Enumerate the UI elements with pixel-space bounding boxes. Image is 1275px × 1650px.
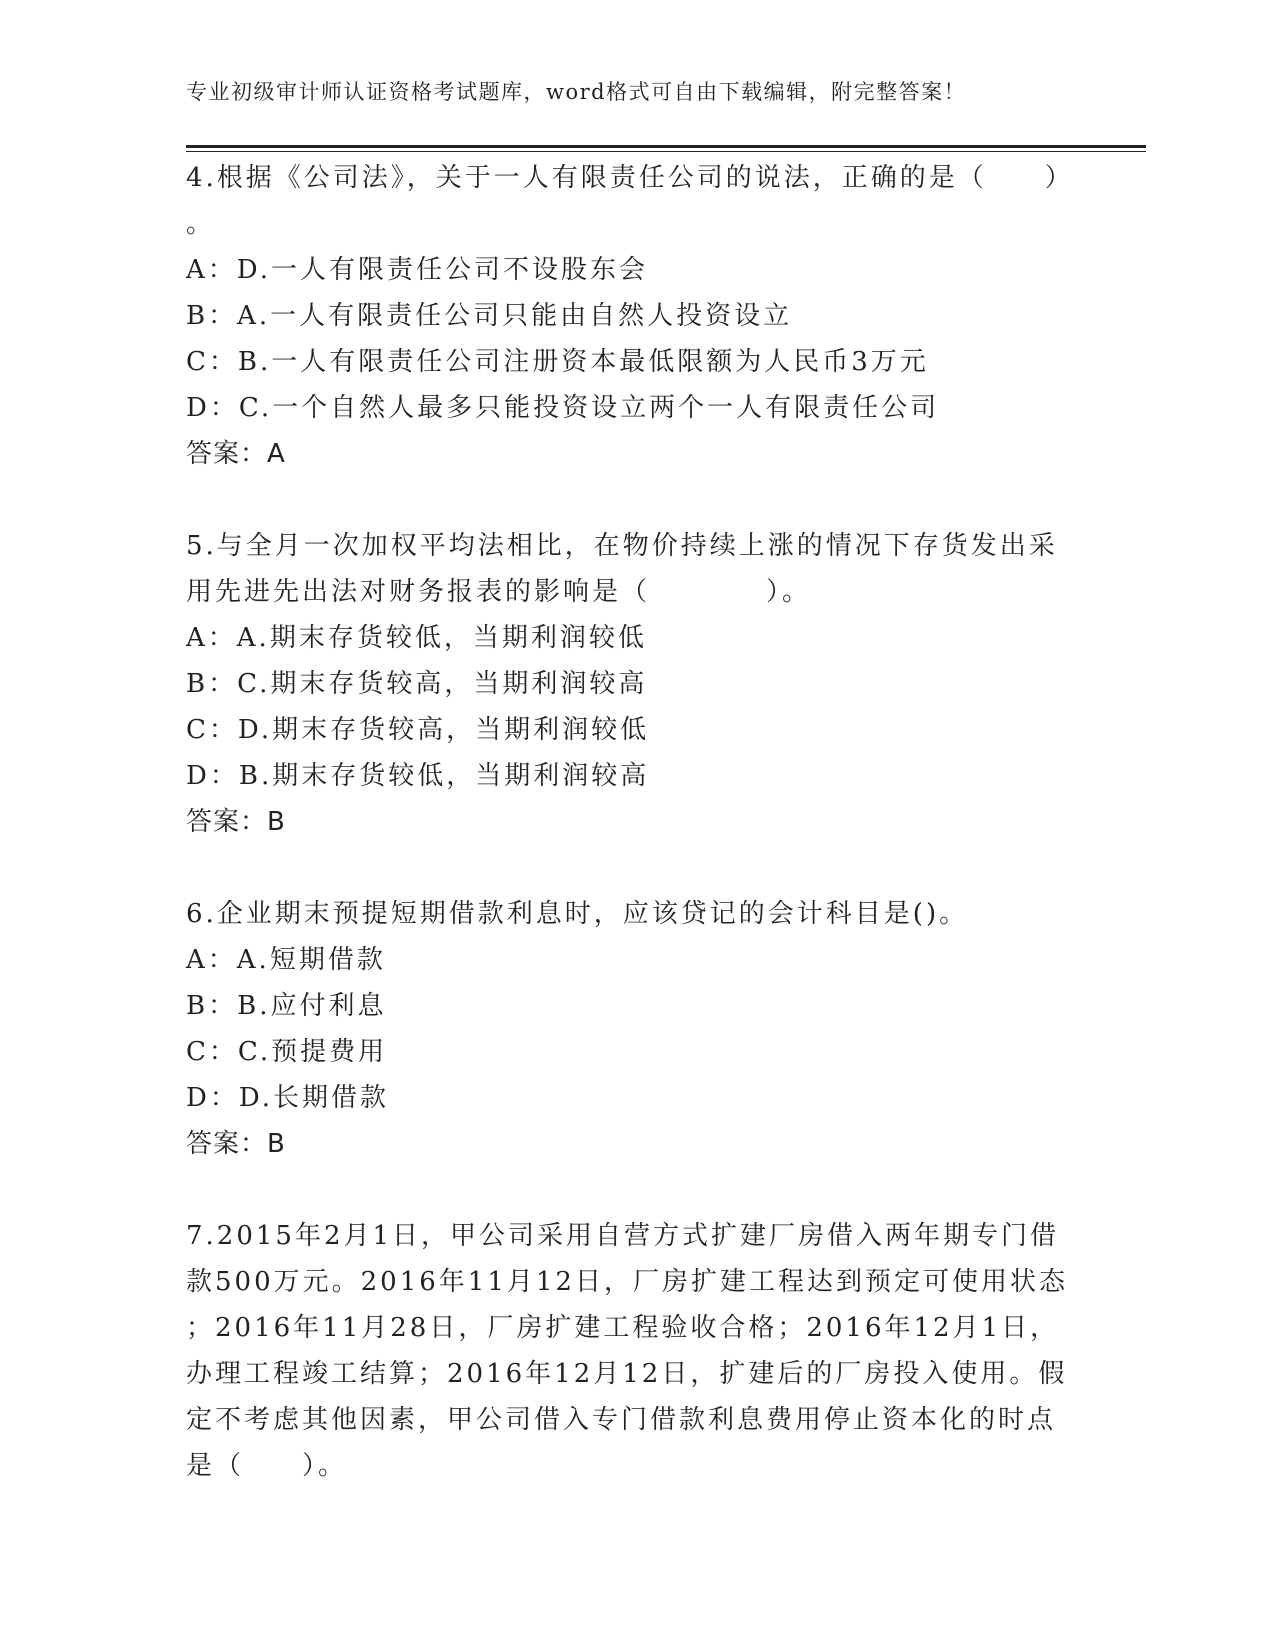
option-d: D：C.一个自然人最多只能投资设立两个一人有限责任公司 (186, 393, 940, 423)
option-a: A：A.短期借款 (186, 945, 386, 975)
question-stem-line: 是（ ）。 (186, 1451, 348, 1481)
question-6 (186, 891, 1066, 1167)
question-5 (186, 523, 1066, 845)
question-stem-line: ；2016年11月28日，厂房扩建工程验收合格；2016年12月1日， (186, 1313, 1060, 1343)
answer-label: 答案： (186, 1129, 268, 1159)
answer-label: 答案： (186, 439, 268, 469)
option-d: D：B.期末存货较低，当期利润较高 (186, 761, 650, 791)
option-b: B：B.应付利息 (186, 991, 387, 1021)
question-stem-line: 6.企业期末预提短期借款利息时，应该贷记的会计科目是()。 (186, 899, 969, 929)
option-c: C：D.期末存货较高，当期利润较低 (186, 715, 650, 745)
question-stem-line: 定不考虑其他因素，甲公司借入专门借款利息费用停止资本化的时点 (186, 1405, 1057, 1435)
page-header: 专业初级审计师认证资格考试题库，word格式可自由下载编辑，附完整答案！ (186, 80, 967, 104)
question-list (186, 155, 1074, 1535)
question-stem-line: 。 (186, 209, 216, 239)
option-a: A：A.期末存货较低，当期利润较低 (186, 623, 647, 653)
option-b: B：A.一人有限责任公司只能由自然人投资设立 (186, 301, 793, 331)
answer-value: A (267, 439, 286, 469)
question-stem-line: 5.与全月一次加权平均法相比，在物价持续上涨的情况下存货发出采 (186, 531, 1058, 561)
question-stem-line: 款500万元。2016年11月12日，厂房扩建工程达到预定可使用状态 (186, 1267, 1068, 1297)
option-c: C：B.一人有限责任公司注册资本最低限额为人民币3万元 (186, 347, 929, 377)
question-stem-line: 用先进先出法对财务报表的影响是（ ）。 (186, 577, 812, 607)
header-rule-thick (186, 145, 1146, 148)
answer-line (186, 1121, 1066, 1167)
question-4 (186, 155, 1074, 477)
answer-line (186, 799, 1066, 845)
option-d: D：D.长期借款 (186, 1083, 390, 1113)
option-a: A：D.一人有限责任公司不设股东会 (186, 255, 648, 285)
question-stem-line: 7.2015年2月1日，甲公司采用自营方式扩建厂房借入两年期专门借 (186, 1221, 1060, 1251)
answer-value: B (267, 807, 286, 837)
header-rule-thin (186, 151, 1146, 152)
option-b: B：C.期末存货较高，当期利润较高 (186, 669, 648, 699)
question-7 (186, 1213, 1066, 1489)
answer-line (186, 431, 1066, 477)
question-stem-line: 办理工程竣工结算；2016年12月12日，扩建后的厂房投入使用。假 (186, 1359, 1068, 1389)
option-c: C：C.预提费用 (186, 1037, 388, 1067)
answer-value: B (267, 1129, 286, 1159)
question-stem-line: 4.根据《公司法》，关于一人有限责任公司的说法，正确的是（ ） (186, 163, 1074, 193)
answer-label: 答案： (186, 807, 268, 837)
